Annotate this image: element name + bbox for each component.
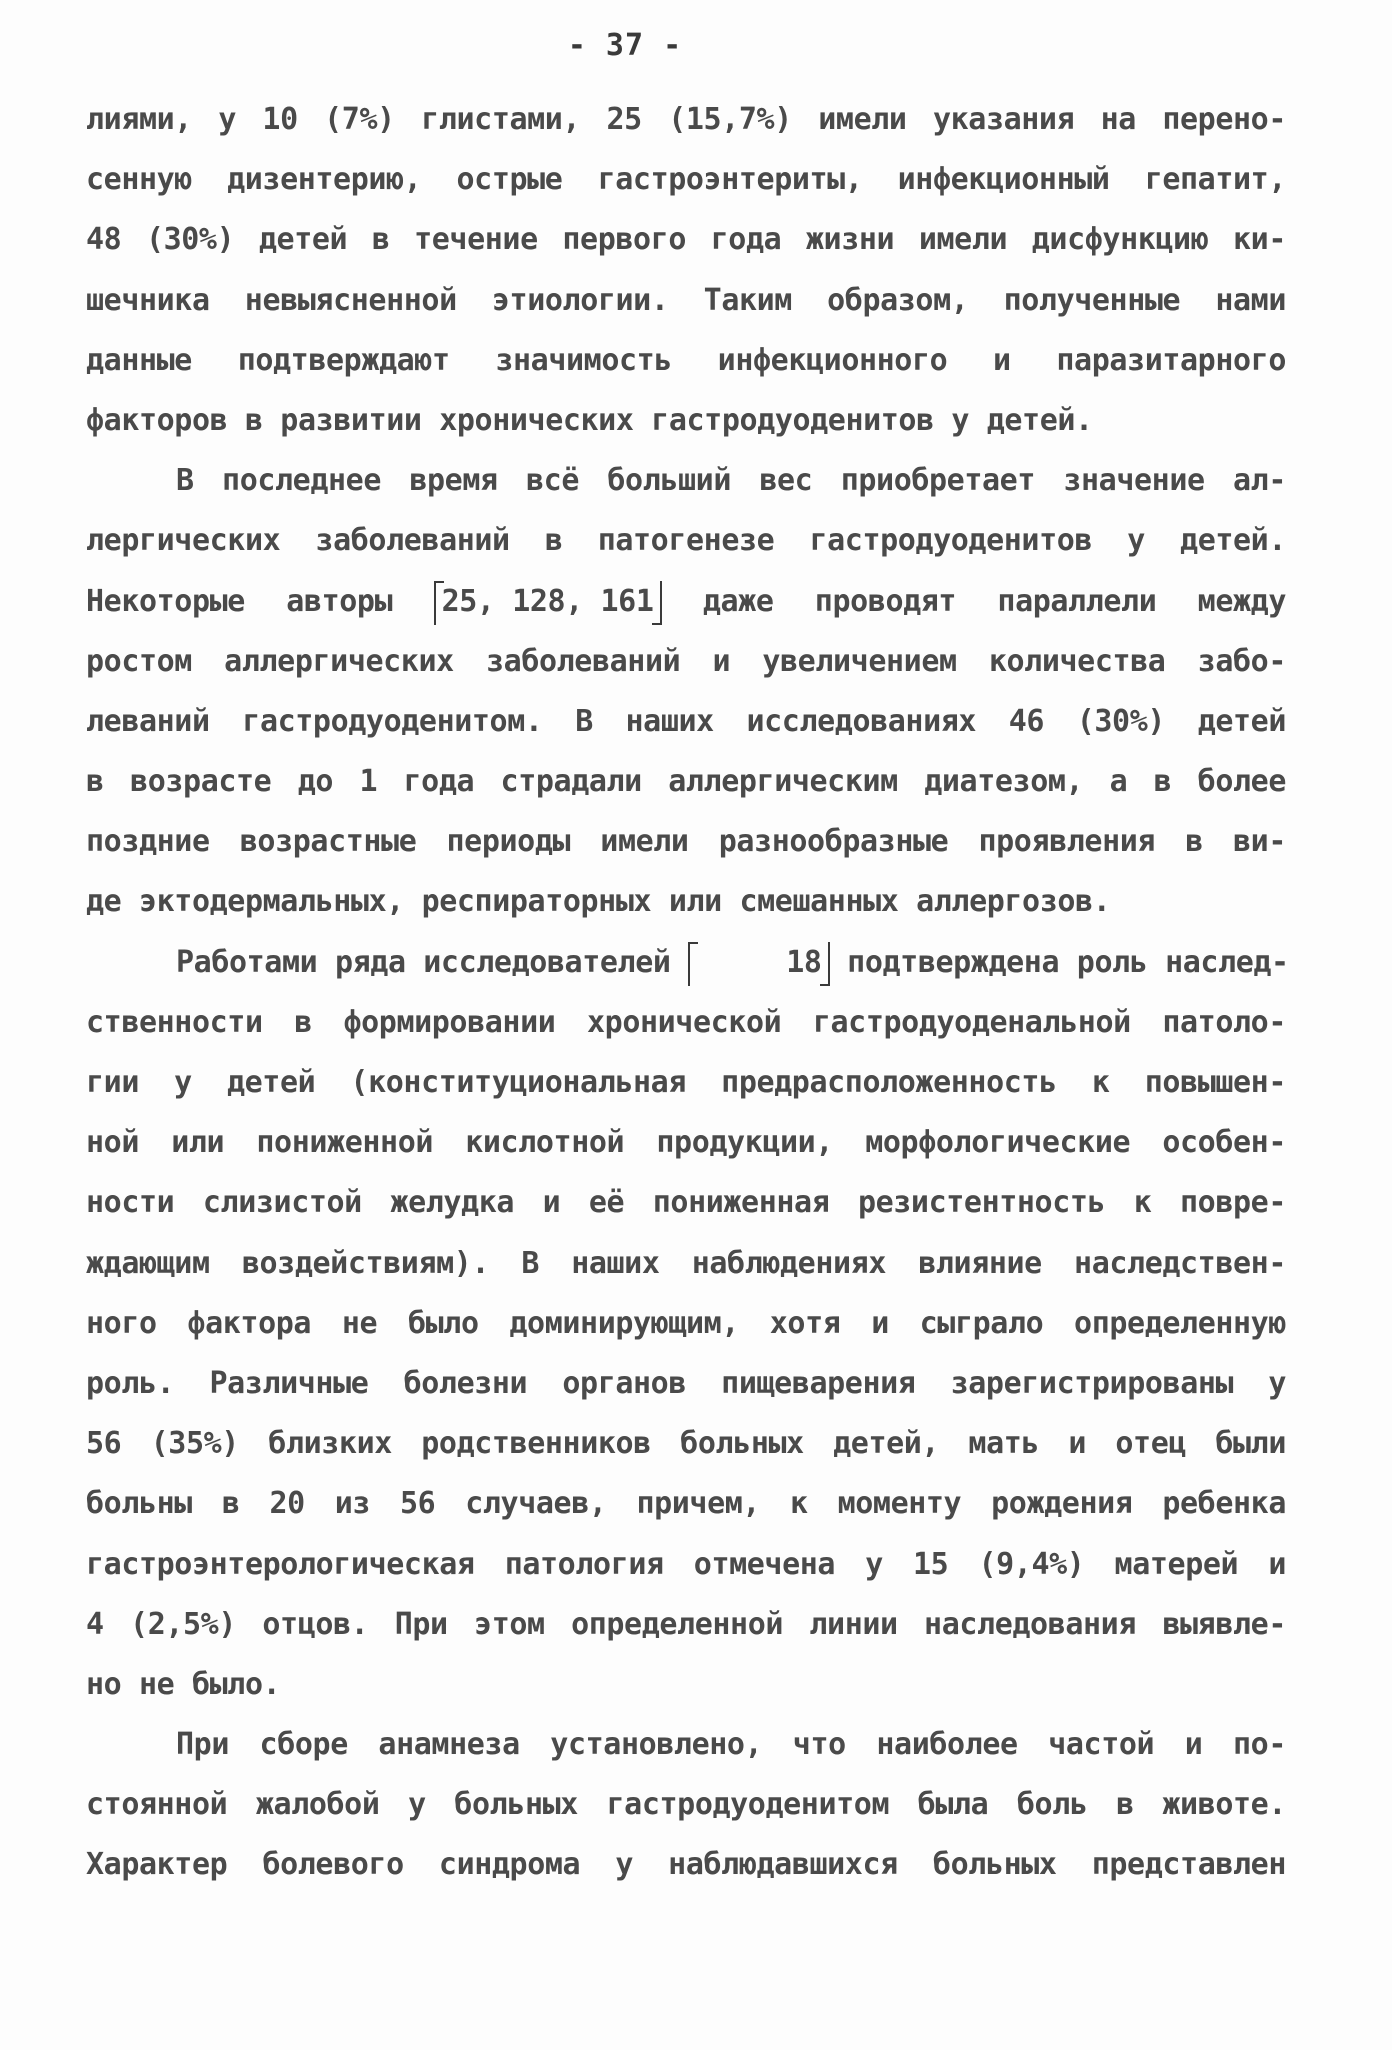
text-line-with-reference <box>86 572 1286 632</box>
text-line: Характер болевого синдрома у наблюдавшихся больных представлен <box>86 1847 1286 1883</box>
text-line: 56 (35%) близких родственников больных детей, мать и отец были <box>86 1426 1286 1462</box>
line-segment: Некоторые авторы <box>86 583 434 619</box>
text-line: шечника невыясненной этиологии. Таким образом, полученные нами <box>86 282 1286 318</box>
text-line: 4 (2,5%) отцов. При этом определенной линии наследования выявле- <box>86 1606 1286 1642</box>
text-line: 48 (30%) детей в течение первого года жизни имели дисфункцию ки- <box>86 222 1286 258</box>
text-line: факторов в развитии хронических гастродуоденитов у детей. <box>86 402 1093 438</box>
text-line: гастроэнтерологическая патология отмечена у 15 (9,4%) матерей и <box>86 1546 1286 1582</box>
text-line: лиями, у 10 (7%) глистами, 25 (15,7%) имели указания на перено- <box>86 102 1286 137</box>
text-line: сенную дизентерию, острые гастроэнтериты, инфекционный гепатит, <box>86 162 1286 198</box>
text-line: стоянной жалобой у больных гастродуоденитом была боль в животе. <box>86 1787 1286 1823</box>
text-line-with-reference <box>86 933 1289 993</box>
text-line: больны в 20 из 56 случаев, причем, к моменту рождения ребенка <box>86 1486 1286 1522</box>
text-line: В последнее время всё больший вес приобретает значение ал- <box>176 463 1286 499</box>
text-line: ной или пониженной кислотной продукции, морфологические особен- <box>86 1125 1286 1161</box>
text-line: При сборе анамнеза установлено, что наиболее частой и по- <box>176 1727 1286 1763</box>
citation-reference: 18 <box>688 942 829 986</box>
text-line: поздние возрастные периоды имели разнообразные проявления в ви- <box>86 824 1286 860</box>
citation-reference: 25, 128, 161 <box>434 581 662 625</box>
text-line: де эктодермальных, респираторных или смешанных аллергозов. <box>86 884 1111 920</box>
text-line: ственности в формировании хронической гастродуоденальной патоло- <box>86 1004 1286 1040</box>
text-line: ного фактора не было доминирующим, хотя и сыграло определенную <box>86 1305 1286 1341</box>
text-line: ности слизистой желудка и её пониженная резистентность к повре- <box>86 1185 1286 1221</box>
line-segment: подтверждена роль наслед- <box>829 944 1289 980</box>
text-line: гии у детей (конституциональная предрасположенность к повышен- <box>86 1065 1286 1100</box>
text-line: данные подтверждают значимость инфекционного и паразитарного <box>86 342 1286 378</box>
text-line: леваний гастродуоденитом. В наших исследованиях 46 (30%) детей <box>86 703 1286 739</box>
text-line: в возрасте до 1 года страдали аллергическим диатезом, а в более <box>86 764 1286 800</box>
text-line: но не было. <box>86 1666 281 1702</box>
line-segment: Работами ряда исследователей <box>176 944 689 980</box>
text-line: лергических заболеваний в патогенезе гастродуоденитов у детей. <box>86 523 1286 559</box>
body-text <box>86 90 1289 1896</box>
line-segment: даже проводят параллели между <box>661 583 1286 619</box>
page-number: - 37 - <box>567 28 683 63</box>
text-line: ждающим воздействиям). В наших наблюдениях влияние наследствен- <box>86 1245 1286 1281</box>
text-line: роль. Различные болезни органов пищеварения зарегистрированы у <box>86 1365 1286 1401</box>
text-line: ростом аллергических заболеваний и увеличением количества забо- <box>86 643 1286 679</box>
